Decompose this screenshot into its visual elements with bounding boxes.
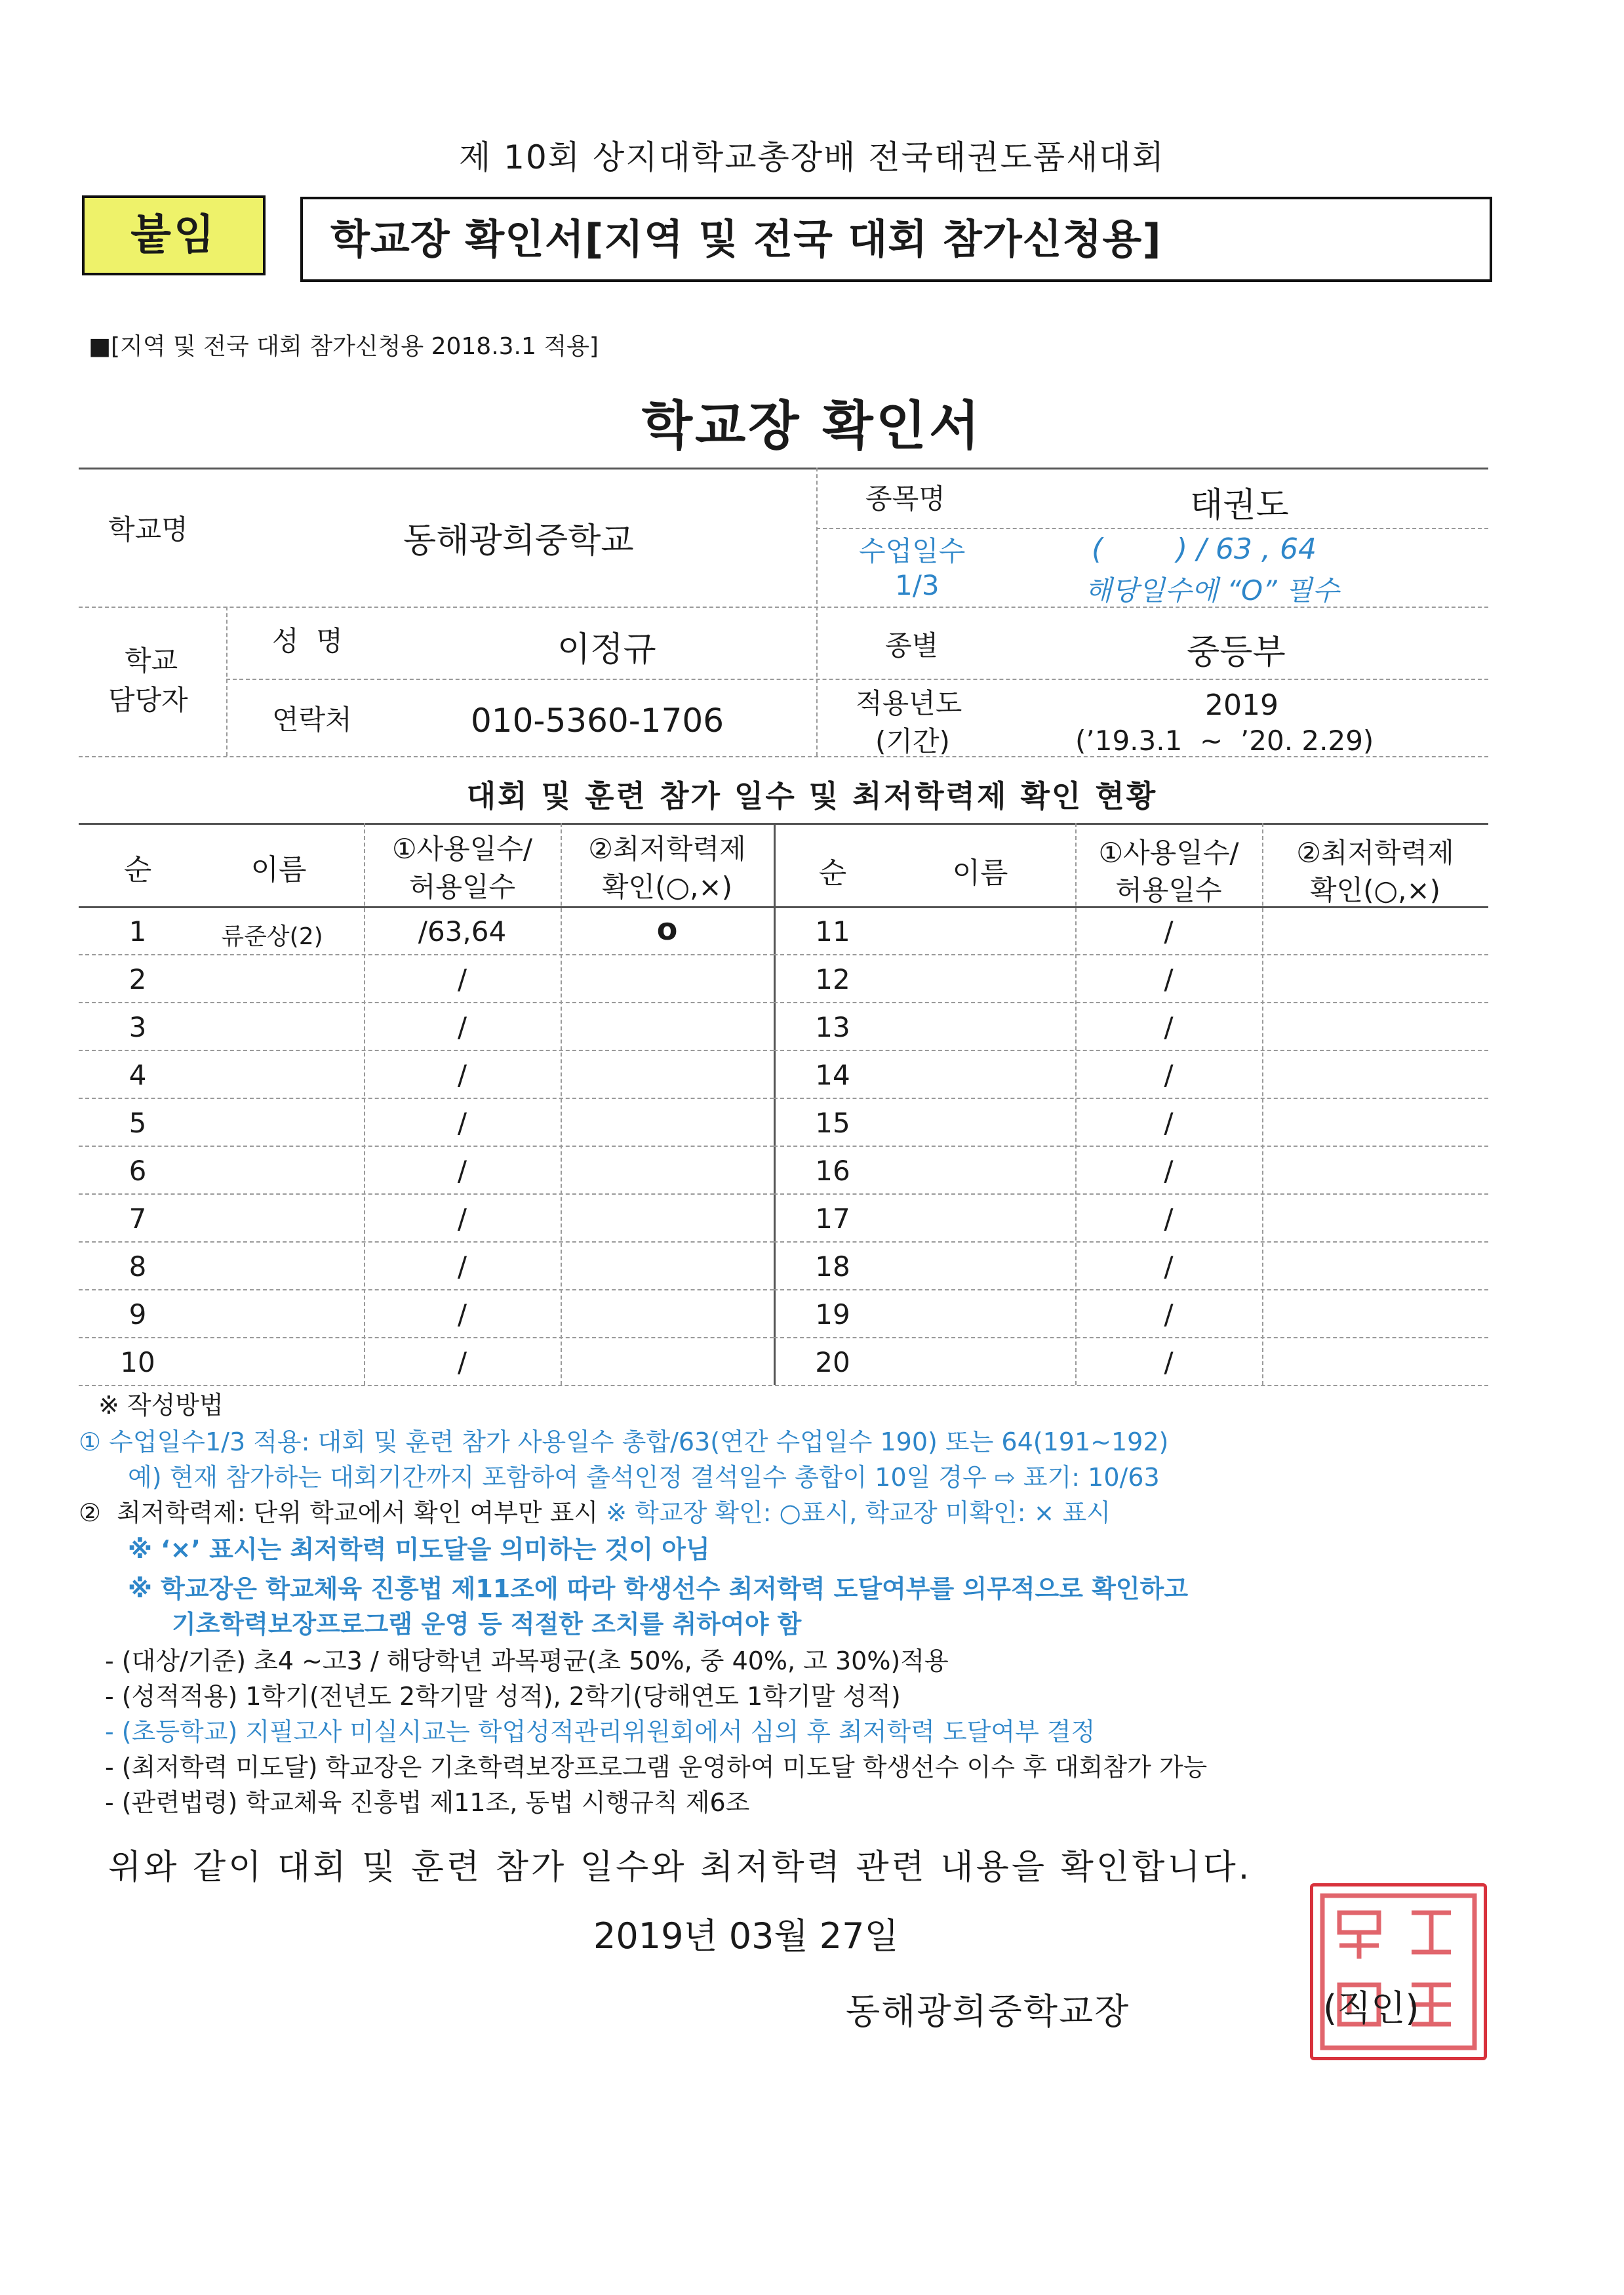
header-check-right-2: 확인(○,×) xyxy=(1309,874,1441,906)
header-days-right-1: ①사용일수/ xyxy=(1098,837,1239,869)
manager-label-1: 학교 xyxy=(125,645,178,677)
row-number: 15 xyxy=(815,1107,850,1139)
days-used: / xyxy=(457,1346,467,1378)
days-used: / xyxy=(1164,1107,1174,1139)
form-banner-text: 학교장 확인서[지역 및 전국 대회 참가신청용] xyxy=(330,215,1162,263)
row-number: 10 xyxy=(120,1346,155,1378)
days-used: / xyxy=(1164,1059,1174,1091)
event-label: 종목명 xyxy=(865,483,945,515)
event-name: 태권도 xyxy=(1190,486,1289,525)
student-name: 류준상(2) xyxy=(221,923,323,950)
days-used: / xyxy=(1164,1250,1174,1283)
instruction-line-3-right: ※ 학교장 확인: ○표시, 학교장 미확인: × 표시 xyxy=(606,1498,1111,1527)
info-top-line xyxy=(79,468,1488,469)
year-period: (’19.3.1 ~ ’20. 2.29) xyxy=(1075,725,1374,757)
confirmation-date: 2019년 03월 27일 xyxy=(593,1915,899,1957)
school-name: 동해광희중학교 xyxy=(403,521,634,561)
header-no-left: 순 xyxy=(123,853,152,887)
year-label-2: (기간) xyxy=(875,725,950,757)
row-number: 11 xyxy=(815,915,850,948)
row-number: 19 xyxy=(815,1298,850,1330)
row-divider xyxy=(774,1193,1488,1195)
header-days-left-1: ①사용일수/ xyxy=(391,833,533,865)
principal-title: 동해광희중학교장 xyxy=(846,1991,1130,2032)
days-used: / xyxy=(457,1059,467,1091)
row-divider xyxy=(79,1146,774,1147)
row-number: 17 xyxy=(815,1203,850,1235)
row-number: 8 xyxy=(129,1250,147,1283)
days-used: / xyxy=(1164,963,1174,995)
days-used: / xyxy=(457,1203,467,1235)
confirmation-statement: 위와 같이 대회 및 훈련 참가 일수와 최저학력 관련 내용을 확인합니다. xyxy=(108,1848,1252,1887)
row-number: 12 xyxy=(815,963,850,995)
header-check-left-1: ②최저학력제 xyxy=(588,833,746,865)
achievement-check: o xyxy=(656,911,678,947)
days-used: / xyxy=(457,1250,467,1283)
days-used: / xyxy=(457,1107,467,1139)
seal-pattern-icon xyxy=(1313,1886,1484,2057)
days-used: / xyxy=(1164,1011,1174,1043)
days-used: / xyxy=(457,963,467,995)
event-title: 제 10회 상지대학교총장배 전국태권도품새대회 xyxy=(458,138,1165,176)
info-row-line-3 xyxy=(226,679,1488,680)
applicability-note: ■[지역 및 전국 대회 참가신청용 2018.3.1 적용] xyxy=(89,333,599,360)
row-divider xyxy=(79,954,774,955)
document-title: 학교장 확인서 xyxy=(641,395,983,456)
instruction-line-11: - (관련법령) 학교체육 진흥법 제11조, 동법 시행규칙 제6조 xyxy=(105,1788,750,1817)
days-used: / xyxy=(457,1011,467,1043)
row-divider xyxy=(774,1289,1488,1290)
days-used: /63,64 xyxy=(418,915,507,948)
row-number: 20 xyxy=(815,1346,850,1378)
table-top-line xyxy=(79,823,1488,825)
days-used: / xyxy=(1164,1203,1174,1235)
col-divider-left-check xyxy=(561,823,562,1385)
manager-name: 이정규 xyxy=(557,630,656,669)
row-number: 16 xyxy=(815,1155,850,1187)
row-number: 7 xyxy=(129,1203,147,1235)
form-banner xyxy=(300,197,1492,282)
instruction-line-9: - (초등학교) 지필고사 미실시교는 학업성적관리위원회에서 심의 후 최저학력 도달여부 결정 xyxy=(105,1717,1096,1746)
class-days-value: ( ) / 63 , 64 xyxy=(1092,532,1317,566)
instruction-line-1: ① 수업일수1/3 적용: 대회 및 훈련 참가 사용일수 총합/63(연간 수업일수 190) 또는 64(191~192) xyxy=(79,1427,1169,1456)
row-number: 3 xyxy=(129,1011,147,1043)
row-divider xyxy=(774,1050,1488,1051)
row-divider xyxy=(79,1289,774,1290)
row-divider xyxy=(79,1050,774,1051)
attachment-badge xyxy=(82,195,266,275)
class-days-label-2: 1/3 xyxy=(895,569,940,601)
days-used: / xyxy=(457,1298,467,1330)
instruction-line-3-left: ② 최저학력제: 단위 학교에서 확인 여부만 표시 xyxy=(79,1498,606,1527)
days-used: / xyxy=(457,1155,467,1187)
row-divider xyxy=(774,1146,1488,1147)
instruction-line-2: 예) 현재 참가하는 대회기간까지 포함하여 출석인정 결석일수 총합이 10일 경우 ⇨ 표기: 10/63 xyxy=(128,1463,1160,1492)
days-used: / xyxy=(1164,1298,1174,1330)
instruction-line-10: - (최저학력 미도달) 학교장은 기초학력보장프로그램 운영하여 미도달 학생선수 이수 후 대회참가 가능 xyxy=(105,1753,1208,1782)
header-check-left-2: 확인(○,×) xyxy=(601,871,733,903)
section-title: 대회 및 훈련 참가 일수 및 최저학력제 확인 현황 xyxy=(466,778,1158,814)
manager-divider xyxy=(226,607,228,756)
row-number: 9 xyxy=(129,1298,147,1330)
col-divider-center xyxy=(774,823,776,1385)
contact-number: 010-5360-1706 xyxy=(471,702,724,740)
days-used: / xyxy=(1164,1346,1174,1378)
instruction-line-5: ※ 학교장은 학교체육 진흥법 제11조에 따라 학생선수 최저학력 도달여부를 의무적으로 확인하고 xyxy=(128,1574,1189,1603)
row-number: 4 xyxy=(129,1059,147,1091)
instruction-line-3 xyxy=(79,1492,1111,1528)
info-row-line-2 xyxy=(79,607,1488,608)
class-days-note: 해당일수에 “O” 필수 xyxy=(1085,574,1339,607)
row-number: 13 xyxy=(815,1011,850,1043)
row-divider xyxy=(774,1337,1488,1338)
row-divider xyxy=(79,1002,774,1003)
instruction-line-4: ※ ‘×’ 표시는 최저학력 미도달을 의미하는 것이 아님 xyxy=(128,1535,710,1564)
contact-label: 연락처 xyxy=(272,704,352,736)
info-divider xyxy=(816,468,818,756)
row-divider xyxy=(79,1241,774,1243)
days-used: / xyxy=(1164,1155,1174,1187)
header-no-right: 순 xyxy=(818,856,847,890)
row-number: 14 xyxy=(815,1059,850,1091)
row-divider xyxy=(774,954,1488,955)
row-number: 1 xyxy=(129,915,147,948)
row-number: 2 xyxy=(129,963,147,995)
name-label: 성 명 xyxy=(272,625,343,657)
row-divider xyxy=(774,1002,1488,1003)
official-seal xyxy=(1310,1883,1487,2060)
row-divider xyxy=(79,1098,774,1099)
seal-label: (직인) xyxy=(1323,1987,1419,2029)
instruction-line-7: - (대상/기준) 초4 ~고3 / 해당학년 과목평균(초 50%, 중 40%, 고 30%)적용 xyxy=(105,1646,949,1675)
year-value: 2019 xyxy=(1205,688,1278,722)
row-number: 6 xyxy=(129,1155,147,1187)
instruction-line-8: - (성적적용) 1학기(전년도 2학기말 성적), 2학기(당해연도 1학기말 성적) xyxy=(105,1682,901,1711)
header-days-right-2: 허용일수 xyxy=(1115,874,1222,906)
header-name-left: 이름 xyxy=(250,853,307,887)
manager-label-2: 담당자 xyxy=(108,684,188,716)
year-label-1: 적용년도 xyxy=(856,687,962,719)
category-value: 중등부 xyxy=(1187,633,1286,672)
info-bottom-line xyxy=(79,756,1488,757)
category-label: 종별 xyxy=(885,629,939,662)
header-check-right-1: ②최저학력제 xyxy=(1296,837,1454,869)
header-name-right: 이름 xyxy=(952,856,1008,890)
table-bottom-line xyxy=(79,1385,1488,1386)
attachment-badge-text: 붙임 xyxy=(130,211,217,260)
days-used: / xyxy=(1164,915,1174,948)
instruction-line-6: 기초학력보장프로그램 운영 등 적절한 조치를 취하여야 함 xyxy=(172,1610,802,1639)
row-divider xyxy=(774,1241,1488,1243)
row-number: 5 xyxy=(129,1107,147,1139)
row-divider xyxy=(79,1337,774,1338)
row-divider xyxy=(79,1193,774,1195)
school-label: 학교명 xyxy=(108,513,188,546)
class-days-label-1: 수업일수 xyxy=(859,535,966,567)
info-row-line-1 xyxy=(816,528,1488,529)
row-divider xyxy=(774,1098,1488,1099)
row-number: 18 xyxy=(815,1250,850,1283)
header-days-left-2: 허용일수 xyxy=(408,871,516,903)
instructions-heading: ※ 작성방법 xyxy=(98,1391,224,1420)
